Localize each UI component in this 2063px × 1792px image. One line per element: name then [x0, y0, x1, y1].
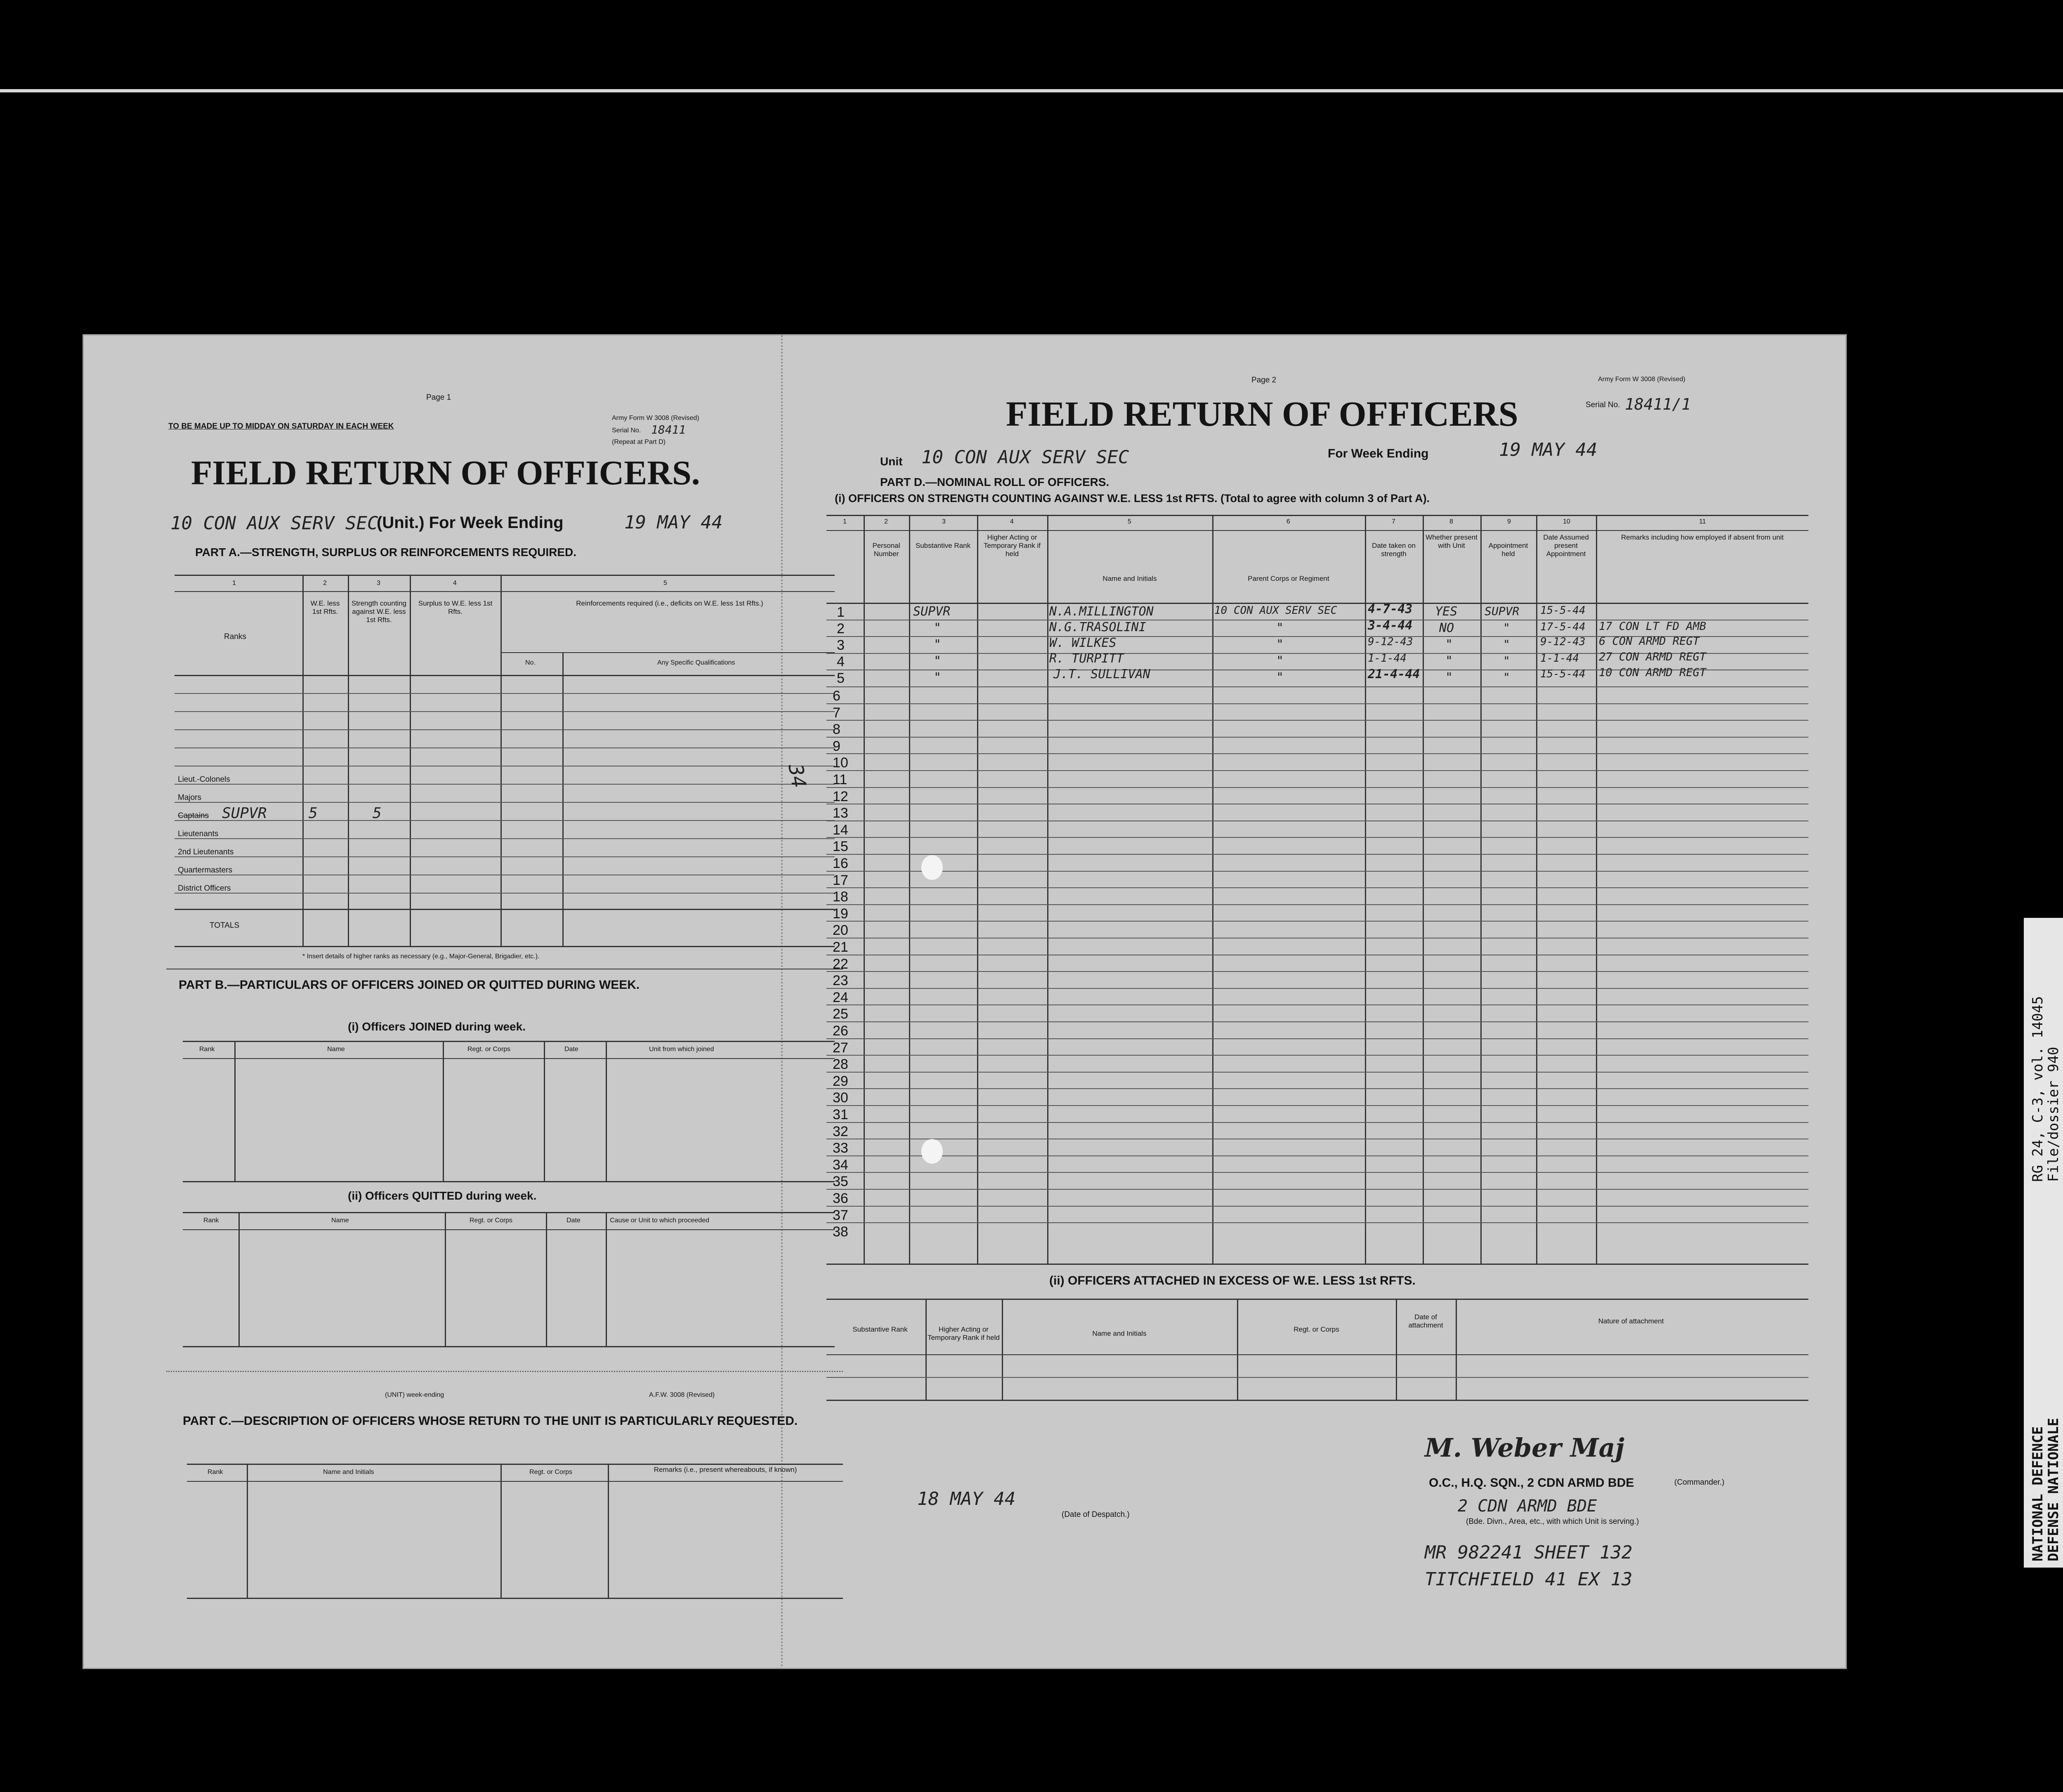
quitted-col-rank: Rank: [203, 1217, 219, 1224]
partC-col-rank: Rank: [208, 1469, 223, 1476]
partA-col-strength: Strength counting against W.E. less 1st Rfts.: [351, 599, 407, 624]
partC-col-regt: Regt. or Corps: [529, 1469, 573, 1476]
rank-majors: Majors: [178, 793, 202, 802]
punch-hole: [921, 855, 943, 880]
roll-row-line: [826, 1072, 1808, 1073]
partA-colnum-5: 5: [663, 580, 667, 587]
rank-lieut-colonels: Lieut.-Colonels: [178, 775, 230, 784]
roll-present: ": [1445, 654, 1453, 668]
partC-afw: A.F.W. 3008 (Revised): [649, 1391, 715, 1398]
roll-row-line: [826, 921, 1808, 922]
roll-appointment: SUPVR: [1485, 604, 1520, 618]
roll-row-number: 28: [833, 1056, 848, 1072]
map-ref-1: MR 982241 SHEET 132: [1425, 1542, 1633, 1563]
roll-row-number: 38: [833, 1224, 848, 1240]
joined-col-rank: Rank: [199, 1046, 215, 1053]
roll-row-line: [826, 770, 1808, 771]
roll-row-number: 34: [833, 1157, 848, 1173]
partA-row-line: [175, 693, 835, 694]
partA-row-line: [175, 784, 835, 785]
roll-rank: ": [934, 637, 942, 652]
page1-army-form: Army Form W 3008 (Revised): [612, 415, 699, 422]
roll-row-line: [826, 787, 1808, 788]
archive-source-line2: DEFENSE NATIONALE: [2045, 1418, 2062, 1561]
roll-row-number: 18: [833, 889, 848, 905]
partA-col-no: No.: [525, 659, 536, 666]
roll-row-number: 26: [833, 1023, 848, 1039]
roll-corps: ": [1276, 621, 1284, 635]
roll-row-number: 33: [833, 1140, 848, 1156]
partD-col-parent-corps: Parent Corps or Regiment: [1248, 575, 1329, 582]
joined-col-date: Date: [564, 1046, 578, 1053]
roll-row-line: [826, 1172, 1808, 1173]
roll-present: NO: [1439, 621, 1454, 635]
page1-unit-value: 10 CON AUX SERV SEC: [170, 513, 378, 534]
partC-unit-line: (UNIT) week-ending: [385, 1391, 444, 1398]
partD-colnum-11: 11: [1699, 518, 1706, 525]
partA-col-reinf: Reinforcements required (i.e., deficits on W.E. less 1st Rfts.): [576, 599, 763, 607]
partB-joined-heading: (i) Officers JOINED during week.: [348, 1020, 526, 1033]
partA-footnote: * Insert details of higher ranks as necessary (e.g., Major-General, Brigadier, etc.).: [302, 953, 540, 960]
roll-rank: ": [934, 670, 942, 685]
roll-row-number: 30: [833, 1090, 848, 1106]
partD-colnum-8: 8: [1449, 518, 1453, 525]
roll-row-number: 5: [837, 670, 845, 686]
roll-corps: ": [1276, 637, 1284, 652]
roll-remarks: 27 CON ARMD REGT: [1599, 651, 1707, 663]
roll-row-line: [826, 720, 1808, 721]
roll-date-taken: 3-4-44: [1368, 618, 1413, 633]
partA-colnum-3: 3: [377, 580, 380, 587]
roll-date-assumed: 15-5-44: [1540, 668, 1586, 680]
roll-name: W. WILKES: [1049, 636, 1116, 650]
roll-row-number: 7: [833, 705, 840, 721]
despatch-date: 18 MAY 44: [917, 1488, 1016, 1509]
roll-row-line: [826, 904, 1808, 905]
archive-ref-line2: File/dossier 940: [2045, 1047, 2062, 1182]
roll-row-line: [826, 887, 1808, 888]
page1-instruction: TO BE MADE UP TO MIDDAY ON SATURDAY IN EACH WEEK: [168, 422, 394, 431]
punch-hole: [921, 1139, 943, 1164]
partC-heading: PART C.—DESCRIPTION OF OFFICERS WHOSE RETURN TO THE UNIT IS PARTICULARLY REQUESTED.: [183, 1414, 798, 1428]
roll-row-number: 1: [837, 604, 845, 620]
partD-col-present: Whether present with Unit: [1426, 533, 1478, 549]
top-border-line: [0, 89, 2063, 92]
roll-row-number: 23: [833, 973, 848, 988]
roll-row-number: 9: [833, 738, 840, 754]
captains-strength-value: 5: [373, 805, 382, 822]
attached-col-name: Name and Initials: [1092, 1330, 1147, 1337]
roll-name: N.G.TRASOLINI: [1049, 620, 1146, 634]
commander-signature: M. Weber Maj: [1425, 1433, 1625, 1463]
page2-unit-value: 10 CON AUX SERV SEC: [921, 447, 1129, 468]
roll-row-line: [826, 1189, 1808, 1190]
roll-name: N.A.MILLINGTON: [1049, 604, 1154, 619]
roll-row-number: 20: [833, 922, 848, 938]
attached-col-nature: Nature of attachment: [1598, 1317, 1664, 1325]
roll-row-number: 11: [833, 772, 847, 788]
roll-row-number: 15: [833, 839, 848, 854]
roll-name: J.T. SULLIVAN: [1053, 667, 1150, 681]
roll-row-number: 12: [833, 789, 848, 804]
roll-remarks: 10 CON ARMD REGT: [1599, 666, 1707, 679]
page2-label: Page 2: [1251, 376, 1277, 384]
roll-row-line: [826, 686, 1808, 687]
attached-col-date: Date of attachment: [1408, 1313, 1443, 1329]
roll-row-line: [826, 1206, 1808, 1207]
roll-rank: SUPVR: [913, 604, 951, 619]
page1-unit-label: (Unit.) For Week Ending: [377, 514, 564, 532]
rank-district-officers: District Officers: [178, 884, 231, 893]
roll-date-taken: 9-12-43: [1368, 636, 1413, 648]
partA-col-surplus: Surplus to W.E. less 1st Rfts.: [418, 599, 493, 615]
partA-colnum-1: 1: [232, 580, 236, 587]
roll-row-number: 19: [833, 906, 848, 922]
roll-row-number: 24: [833, 990, 848, 1005]
roll-row-number: 17: [833, 872, 848, 888]
partC-col-remarks: Remarks (i.e., present whereabouts, if known): [654, 1466, 797, 1474]
partD-colnum-2: 2: [884, 518, 888, 525]
roll-date-assumed: 17-5-44: [1540, 621, 1586, 633]
partA-row-line: [175, 838, 835, 839]
partD-sub-i: (i) OFFICERS ON STRENGTH COUNTING AGAINST W.E. LESS 1st RFTS. (Total to agree with column 3 of Part A).: [835, 492, 1430, 505]
roll-row-line: [826, 1004, 1808, 1005]
roll-row-line: [826, 1038, 1808, 1039]
roll-row-line: [826, 1122, 1808, 1123]
archive-ref-line1: RG 24, C-3, vol. 14045: [2030, 996, 2046, 1182]
roll-row-number: 13: [833, 805, 848, 821]
roll-row-line: [826, 1222, 1808, 1223]
partD-col-remarks: Remarks including how employed if absent from unit: [1621, 533, 1784, 541]
roll-row-number: 10: [833, 755, 848, 771]
rank-quartermasters: Quartermasters: [178, 866, 232, 875]
partA-col-ranks: Ranks: [224, 632, 246, 641]
partA-row-line: [175, 747, 835, 748]
roll-rank: ": [934, 621, 942, 635]
partD-col-name: Name and Initials: [1102, 575, 1157, 582]
page2-army-form: Army Form W 3008 (Revised): [1598, 376, 1685, 383]
roll-row-line: [826, 1155, 1808, 1156]
roll-row-line: [826, 988, 1808, 989]
roll-present: ": [1445, 670, 1453, 685]
page2-unit-label: Unit: [880, 455, 903, 468]
quitted-col-cause: Cause or Unit to which proceeded: [610, 1217, 710, 1224]
joined-col-unit: Unit from which joined: [649, 1046, 714, 1053]
page1-serial-value: 18411: [651, 423, 686, 436]
despatch-label: (Date of Despatch.): [1062, 1510, 1130, 1519]
roll-row-line: [826, 703, 1808, 704]
bde-value: 2 CDN ARMD BDE: [1458, 1497, 1597, 1516]
roll-row-number: 36: [833, 1191, 848, 1206]
form-sheet: [83, 334, 1847, 1669]
roll-row-number: 21: [833, 939, 848, 955]
partD-col-date-assumed: Date Assumed present Appointment: [1543, 533, 1589, 558]
rank-captains: Captains: [178, 811, 209, 820]
quitted-col-date: Date: [566, 1217, 581, 1224]
partA-row-line: [175, 893, 835, 894]
partD-col-date-taken: Date taken on strength: [1372, 542, 1416, 558]
rank-2nd-lieutenants: 2nd Lieutenants: [178, 848, 234, 856]
roll-row-line: [826, 1055, 1808, 1056]
roll-row-number: 27: [833, 1040, 848, 1056]
partD-colnum-7: 7: [1392, 518, 1395, 525]
partD-col-higher-rank: Higher Acting or Temporary Rank if held: [984, 533, 1041, 558]
partA-row-line: [175, 802, 835, 803]
partC-col-name: Name and Initials: [323, 1469, 374, 1476]
roll-present: YES: [1435, 604, 1458, 619]
attached-col-substantive: Substantive Rank: [852, 1325, 908, 1333]
roll-date-taken: 4-7-43: [1368, 602, 1413, 616]
roll-row-line: [826, 837, 1808, 838]
partD-colnum-6: 6: [1286, 518, 1290, 525]
bde-label: (Bde. Divn., Area, etc., with which Unit is serving.): [1466, 1517, 1639, 1526]
roll-row-number: 2: [837, 621, 845, 637]
roll-remarks: 17 CON LT FD AMB: [1599, 620, 1707, 633]
page2-week-label: For Week Ending: [1328, 447, 1429, 460]
partD-colnum-9: 9: [1507, 518, 1511, 525]
roll-date-assumed: 9-12-43: [1540, 636, 1586, 648]
roll-row-number: 16: [833, 856, 848, 871]
roll-row-number: 31: [833, 1107, 848, 1122]
roll-appointment: ": [1503, 637, 1510, 651]
roll-row-number: 32: [833, 1124, 848, 1139]
page2-week-value: 19 MAY 44: [1499, 439, 1598, 460]
partA-row-line: [175, 729, 835, 730]
roll-appointment: ": [1503, 654, 1510, 667]
page1-week-value: 19 MAY 44: [624, 512, 723, 533]
roll-present: ": [1445, 637, 1453, 652]
attached-col-higher: Higher Acting or Temporary Rank if held: [928, 1325, 1000, 1342]
roll-row-line: [826, 971, 1808, 972]
partA-row-line: [175, 820, 835, 821]
roll-row-line: [826, 1088, 1808, 1089]
captains-we-value: 5: [309, 805, 318, 822]
roll-corps: ": [1276, 654, 1284, 668]
quitted-col-regt: Regt. or Corps: [470, 1217, 513, 1224]
archive-source-line1: NATIONAL DEFENCE: [2030, 1426, 2046, 1561]
roll-appointment: ": [1503, 670, 1510, 684]
roll-row-line: [826, 753, 1808, 754]
roll-corps: ": [1276, 670, 1284, 685]
partD-sub-ii: (ii) OFFICERS ATTACHED IN EXCESS OF W.E. LESS 1st RFTS.: [1049, 1274, 1416, 1287]
roll-row-number: 22: [833, 956, 848, 972]
partD-colnum-4: 4: [1010, 518, 1014, 525]
partA-heading: PART A.—STRENGTH, SURPLUS OR REINFORCEMENTS REQUIRED.: [195, 546, 577, 559]
archive-label-left: [2024, 918, 2063, 1568]
margin-note: 34: [784, 762, 811, 790]
roll-row-number: 8: [833, 722, 840, 737]
roll-row-number: 6: [833, 688, 840, 704]
oc-line: O.C., H.Q. SQN., 2 CDN ARMD BDE: [1429, 1476, 1634, 1490]
map-ref-2: TITCHFIELD 41 EX 13: [1425, 1569, 1633, 1590]
partA-colnum-2: 2: [323, 580, 327, 587]
partA-col-we: W.E. less 1st Rfts.: [310, 599, 340, 615]
quitted-col-name: Name: [331, 1217, 349, 1224]
roll-remarks: 6 CON ARMD REGT: [1599, 635, 1699, 648]
page1-serial-label: Serial No.: [612, 427, 641, 434]
roll-appointment: ": [1503, 621, 1510, 634]
partA-colnum-4: 4: [453, 580, 457, 587]
partA-row-line: [175, 856, 835, 857]
roll-row-line: [826, 737, 1808, 738]
roll-row-number: 35: [833, 1174, 848, 1189]
roll-date-assumed: 1-1-44: [1540, 652, 1579, 665]
roll-corps: 10 CON AUX SERV SEC: [1214, 604, 1337, 617]
partB-heading: PART B.—PARTICULARS OF OFFICERS JOINED OR QUITTED DURING WEEK.: [179, 978, 640, 992]
roll-rank: ": [934, 654, 942, 668]
roll-row-number: 37: [833, 1207, 848, 1223]
joined-col-name: Name: [327, 1046, 345, 1053]
rank-lieutenants: Lieutenants: [178, 830, 219, 838]
partD-colnum-5: 5: [1128, 518, 1131, 525]
partA-col-qual: Any Specific Qualifications: [657, 659, 735, 666]
partD-col-substantive-rank: Substantive Rank: [915, 542, 971, 549]
roll-row-number: 29: [833, 1073, 848, 1089]
page2-title: FIELD RETURN OF OFFICERS: [1006, 394, 1518, 434]
page2-serial-label: Serial No.: [1586, 401, 1620, 409]
roll-date-taken: 21-4-44: [1368, 667, 1420, 681]
commander-label: (Commander.): [1674, 1478, 1725, 1487]
roll-row-line: [826, 854, 1808, 855]
roll-row-number: 3: [837, 637, 845, 653]
roll-row-number: 4: [837, 654, 845, 670]
joined-col-regt: Regt. or Corps: [467, 1046, 511, 1053]
page1-title: FIELD RETURN OF OFFICERS.: [191, 454, 700, 492]
roll-row-line: [826, 1105, 1808, 1106]
page1-label: Page 1: [426, 393, 451, 402]
partD-heading: PART D.—NOMINAL ROLL OF OFFICERS.: [880, 476, 1109, 488]
roll-row-line: [826, 1021, 1808, 1022]
partD-col-appointment: Appointment held: [1488, 542, 1528, 558]
page2-serial-value: 18411/1: [1625, 395, 1691, 413]
roll-date-taken: 1-1-44: [1368, 652, 1407, 665]
partB-quitted-heading: (ii) Officers QUITTED during week.: [348, 1189, 537, 1202]
partD-col-personal-number: Personal Number: [872, 542, 900, 558]
partD-colnum-3: 3: [942, 518, 946, 525]
attached-col-regt: Regt. or Corps: [1294, 1325, 1339, 1333]
partA-row-line: [175, 711, 835, 712]
roll-row-number: 25: [833, 1006, 848, 1022]
roll-name: R. TURPITT: [1049, 651, 1124, 666]
partD-colnum-10: 10: [1563, 518, 1570, 525]
partA-totals: TOTALS: [210, 921, 240, 930]
partD-colnum-1: 1: [843, 518, 847, 525]
roll-row-line: [826, 871, 1808, 872]
captains-handwritten: SUPVR: [222, 805, 267, 822]
page1-serial-note: (Repeat at Part D): [612, 439, 666, 446]
roll-date-assumed: 15-5-44: [1540, 604, 1586, 617]
cut-line: [166, 1371, 843, 1372]
roll-row-number: 14: [833, 822, 848, 838]
